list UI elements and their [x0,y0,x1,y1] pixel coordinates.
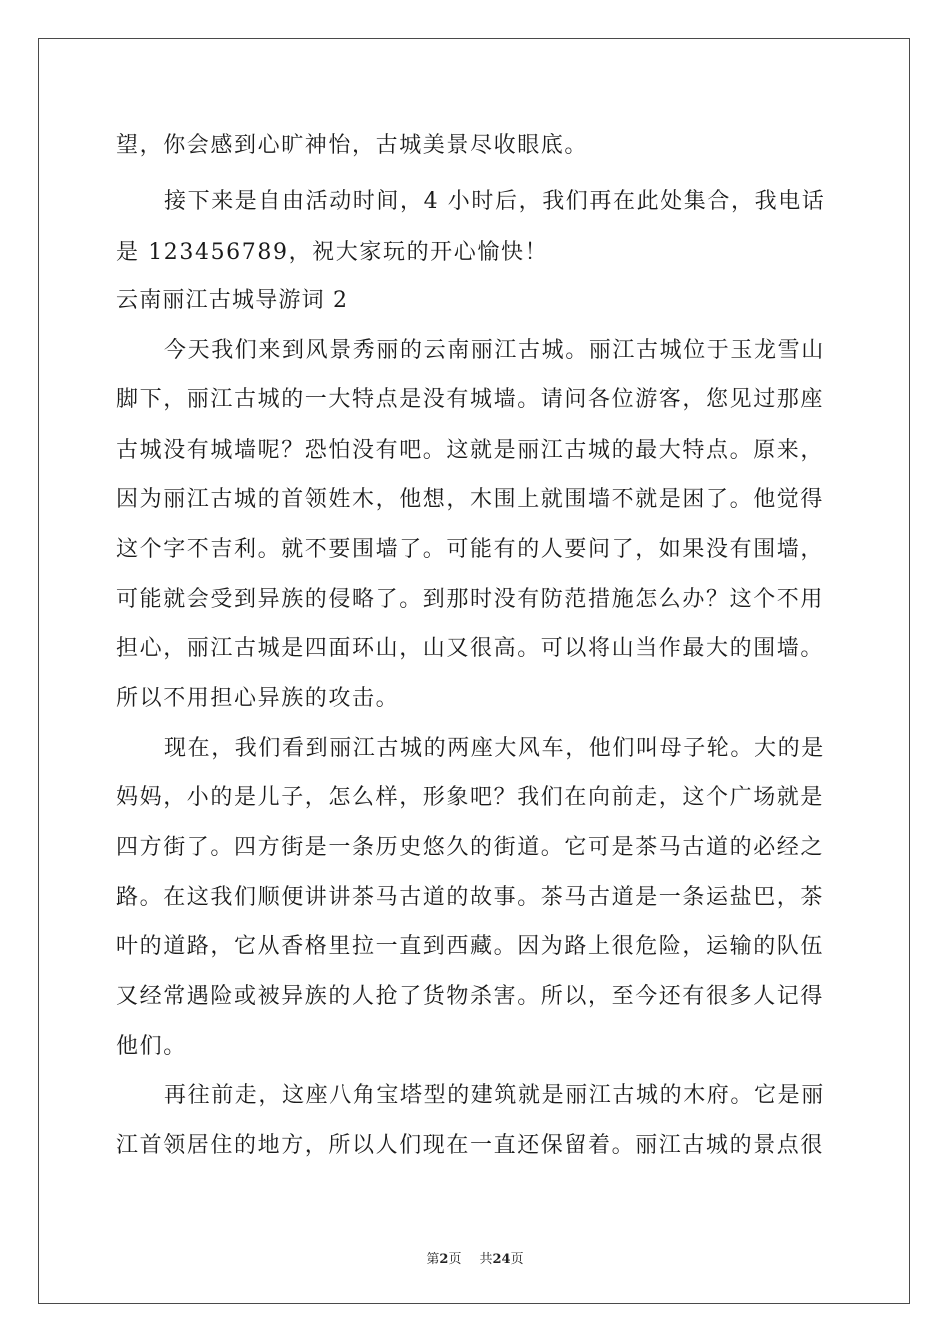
text-line: 妈妈，小的是儿子，怎么样，形象吧？我们在向前走，这个广场就是 [116,785,825,810]
text-line: 古城没有城墙呢？恐怕没有吧。这就是丽江古城的最大特点。原来， [116,438,825,463]
text-line: 可能就会受到异族的侵略了。到那时没有防范措施怎么办？这个不用 [116,587,825,612]
text-line: 是 123456789，祝大家玩的开心愉快！ [116,240,549,265]
text-line: 再往前走，这座八角宝塔型的建筑就是丽江古城的木府。它是丽 [164,1083,825,1108]
text-line: 今天我们来到风景秀丽的云南丽江古城。丽江古城位于玉龙雪山 [164,338,825,363]
section-heading: 云南丽江古城导游词 2 [116,288,349,313]
text-line: 这个字不吉利。就不要围墙了。可能有的人要问了，如果没有围墙， [116,537,825,562]
page-number: 2 [439,1252,449,1267]
text-line: 现在，我们看到丽江古城的两座大风车，他们叫母子轮。大的是 [164,736,825,761]
page-footer [0,1248,950,1267]
total-pages: 24 [492,1252,511,1267]
text-line: 所以不用担心异族的攻击。 [116,686,400,711]
text-line: 他们。 [116,1034,187,1059]
page-prefix: 第 [426,1252,440,1267]
text-line: 又经常遇险或被异族的人抢了货物杀害。所以，至今还有很多人记得 [116,984,825,1009]
total-prefix: 共 [479,1252,493,1267]
text-line: 望，你会感到心旷神怡，古城美景尽收眼底。 [116,133,589,158]
text-line: 江首领居住的地方，所以人们现在一直还保留着。丽江古城的景点很 [116,1133,825,1158]
text-line: 担心，丽江古城是四面环山，山又很高。可以将山当作最大的围墙。 [116,636,825,661]
text-line: 因为丽江古城的首领姓木，他想，木围上就围墙不就是困了。他觉得 [116,487,825,512]
text-line: 接下来是自由活动时间，4 小时后，我们再在此处集合，我电话 [164,189,826,214]
total-suffix: 页 [510,1252,524,1267]
text-line: 叶的道路，它从香格里拉一直到西藏。因为路上很危险，运输的队伍 [116,934,825,959]
text-line: 脚下，丽江古城的一大特点是没有城墙。请问各位游客，您见过那座 [116,387,825,412]
page-suffix: 页 [448,1252,462,1267]
text-line: 四方街了。四方街是一条历史悠久的街道。它可是茶马古道的必经之 [116,835,825,860]
text-line: 路。在这我们顺便讲讲茶马古道的故事。茶马古道是一条运盐巴，茶 [116,885,825,910]
